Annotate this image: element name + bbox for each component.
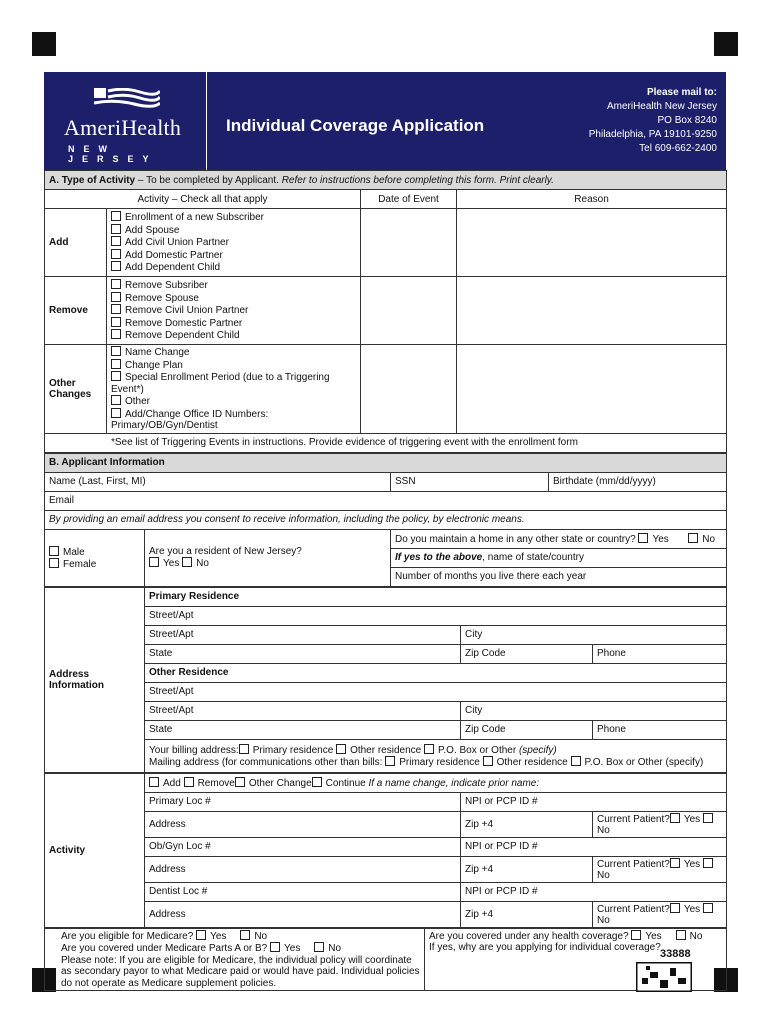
- checkbox[interactable]: [111, 211, 121, 221]
- mail-line: PO Box 8240: [657, 115, 717, 126]
- birthdate-field[interactable]: Birthdate (mm/dd/yyyy): [549, 472, 727, 491]
- checkbox[interactable]: [240, 930, 250, 940]
- name-field[interactable]: Name (Last, First, MI): [45, 472, 391, 491]
- zip4-field[interactable]: Zip +4: [461, 901, 593, 927]
- mail-line: Tel 609-662-2400: [639, 143, 717, 154]
- zip4-field[interactable]: Zip +4: [461, 811, 593, 837]
- address-table: [44, 587, 727, 773]
- checkbox[interactable]: [314, 942, 324, 952]
- add-options: Enrollment of a new Subscriber Add Spouse Add Civil Union Partner Add Domestic Partner Add Dependent Child: [107, 209, 361, 277]
- other-changes-options: Name Change Change Plan Special Enrollment Period (due to a Triggering Event*) Other Add/Change Office ID Numbers: Primary/OB/Gyn/Dentist: [107, 345, 361, 434]
- billing-mailing-options: Your billing address: Primary residence Other residence P.O. Box or Other (specify) Mailing address (for communications other than bills: Primary residence Other residence P.O. Box or Other (specify): [145, 739, 727, 772]
- medicare-note: Please note: If you are eligible for Medicare, the individual policy will coordinate as secondary payor to what Medicare paid or would have paid. Individual policies do not operate as Medicare supplement policies.: [61, 954, 420, 989]
- checkbox[interactable]: [111, 224, 121, 234]
- state-field[interactable]: State: [145, 720, 461, 739]
- remove-label: Remove: [45, 277, 107, 345]
- add-reason-field[interactable]: [457, 209, 727, 277]
- checkbox[interactable]: [111, 236, 121, 246]
- checkbox[interactable]: [149, 557, 159, 567]
- checkbox[interactable]: [483, 756, 493, 766]
- address-field[interactable]: Address: [145, 856, 461, 882]
- npi-field[interactable]: NPI or PCP ID #: [461, 837, 727, 856]
- mailing-info: [589, 86, 717, 156]
- medicare-table: [44, 928, 727, 992]
- other-coverage-questions: Are you covered under any health coverage? Yes No If yes, why are you applying for individual coverage?: [425, 928, 727, 991]
- state-field[interactable]: State: [145, 644, 461, 663]
- brand-name: AmeriHealth: [64, 115, 182, 140]
- add-label: Add: [45, 209, 107, 277]
- triggering-events-note: *See list of Triggering Events in instructions. Provide evidence of triggering event with the enrollment form: [45, 433, 727, 452]
- phone-field[interactable]: Phone: [593, 644, 727, 663]
- checkbox[interactable]: [111, 249, 121, 259]
- months-field[interactable]: Number of months you live there each year: [391, 567, 727, 586]
- activity-table: [44, 773, 727, 928]
- checkbox[interactable]: [111, 317, 121, 327]
- checkbox[interactable]: [424, 744, 434, 754]
- mail-line: Philadelphia, PA 19101-9250: [588, 129, 717, 140]
- other-home-question: Do you maintain a home in any other state or country? Yes No: [391, 529, 727, 548]
- checkbox[interactable]: [111, 408, 121, 418]
- primary-residence-heading: Primary Residence: [145, 587, 727, 606]
- gender-options: Male Female: [45, 529, 145, 586]
- city-field[interactable]: City: [461, 701, 727, 720]
- checkbox[interactable]: [385, 756, 395, 766]
- brand-subtitle: NEW JERSEY: [68, 144, 158, 164]
- current-patient-field: Current Patient? Yes No: [593, 901, 727, 927]
- ssn-field[interactable]: SSN: [391, 472, 549, 491]
- section-a-heading: A. Type of Activity – To be completed by Applicant. Refer to instructions before completing this form. Print clearly.: [45, 171, 727, 190]
- barcode-icon: [636, 962, 692, 992]
- city-field[interactable]: City: [461, 625, 727, 644]
- checkbox[interactable]: [111, 292, 121, 302]
- checkbox[interactable]: [270, 942, 280, 952]
- address-field[interactable]: Address: [145, 901, 461, 927]
- flag-icon: [94, 88, 160, 110]
- other-changes-label: Other Changes: [45, 345, 107, 434]
- checkbox[interactable]: [111, 359, 121, 369]
- logo: [44, 72, 207, 170]
- checkbox[interactable]: [111, 261, 121, 271]
- phone-field[interactable]: Phone: [593, 720, 727, 739]
- primary-loc-field[interactable]: Primary Loc #: [145, 792, 461, 811]
- checkbox[interactable]: [571, 756, 581, 766]
- address-info-label: Address Information: [45, 587, 145, 772]
- zip-field[interactable]: Zip Code: [461, 644, 593, 663]
- checkbox[interactable]: [49, 558, 59, 568]
- checkbox[interactable]: [239, 744, 249, 754]
- checkbox[interactable]: [49, 546, 59, 556]
- nj-resident-question: Are you a resident of New Jersey? Yes No: [145, 529, 391, 586]
- form-page: [44, 72, 726, 991]
- checkbox[interactable]: [703, 813, 713, 823]
- activity-options: Add Remove Other Change Continue If a name change, indicate prior name:: [145, 773, 727, 792]
- checkbox[interactable]: [196, 930, 206, 940]
- checkbox[interactable]: [184, 777, 194, 787]
- checkbox[interactable]: [703, 858, 713, 868]
- page-title: Individual Coverage Application: [226, 116, 485, 135]
- street-field[interactable]: Street/Apt: [145, 606, 727, 625]
- checkbox[interactable]: [149, 777, 159, 787]
- activity-label: Activity: [45, 773, 145, 927]
- checkbox[interactable]: [312, 777, 322, 787]
- checkbox[interactable]: [676, 930, 686, 940]
- checkbox[interactable]: [638, 533, 648, 543]
- section-b-heading: B. Applicant Information: [45, 453, 727, 472]
- section-a-table: [44, 170, 727, 453]
- obgyn-loc-field[interactable]: Ob/Gyn Loc #: [145, 837, 461, 856]
- other-date-field[interactable]: [361, 345, 457, 434]
- other-state-field[interactable]: If yes to the above, name of state/country: [391, 548, 727, 567]
- col-reason: Reason: [457, 190, 727, 209]
- remove-date-field[interactable]: [361, 277, 457, 345]
- dentist-loc-field[interactable]: Dentist Loc #: [145, 882, 461, 901]
- street-field[interactable]: Street/Apt: [145, 701, 461, 720]
- mail-line: AmeriHealth New Jersey: [606, 101, 717, 112]
- checkbox[interactable]: [703, 903, 713, 913]
- email-field[interactable]: Email: [45, 491, 727, 510]
- mail-heading: Please mail to:: [646, 87, 717, 98]
- checkbox[interactable]: [670, 813, 680, 823]
- checkbox[interactable]: [182, 557, 192, 567]
- checkbox[interactable]: [336, 744, 346, 754]
- registration-mark-top-left: [32, 32, 56, 56]
- street-field[interactable]: Street/Apt: [145, 682, 727, 701]
- remove-reason-field[interactable]: [457, 277, 727, 345]
- checkbox[interactable]: [631, 930, 641, 940]
- checkbox[interactable]: [111, 329, 121, 339]
- checkbox[interactable]: [111, 279, 121, 289]
- add-date-field[interactable]: [361, 209, 457, 277]
- form-number: 33888: [660, 948, 691, 960]
- other-reason-field[interactable]: [457, 345, 727, 434]
- email-consent: By providing an email address you consent to receive information, including the policy, by electronic means.: [45, 510, 727, 529]
- zip-field[interactable]: Zip Code: [461, 720, 593, 739]
- form-header: [44, 72, 726, 170]
- zip4-field[interactable]: Zip +4: [461, 856, 593, 882]
- col-date-of-event: Date of Event: [361, 190, 457, 209]
- checkbox[interactable]: [670, 903, 680, 913]
- checkbox[interactable]: [111, 371, 121, 381]
- registration-mark-top-right: [714, 32, 738, 56]
- checkbox[interactable]: [111, 346, 121, 356]
- checkbox[interactable]: [235, 777, 245, 787]
- other-residence-heading: Other Residence: [145, 663, 727, 682]
- address-field[interactable]: Address: [145, 811, 461, 837]
- checkbox[interactable]: [111, 395, 121, 405]
- street-field[interactable]: Street/Apt: [145, 625, 461, 644]
- col-activity: Activity – Check all that apply: [45, 190, 361, 209]
- remove-options: Remove Subsriber Remove Spouse Remove Civil Union Partner Remove Domestic Partner Remove Dependent Child: [107, 277, 361, 345]
- checkbox[interactable]: [111, 304, 121, 314]
- npi-field[interactable]: NPI or PCP ID #: [461, 792, 727, 811]
- medicare-questions: Are you eligible for Medicare? Yes No Are you covered under Medicare Parts A or B? Yes No Please note: If you are eligible for Medicare, the individual policy will coordinate as secondary payor to what Medicare paid or would have paid. Individual policies do not operate as Medicare supplement policies.: [45, 928, 425, 991]
- current-patient-field: Current Patient? Yes No: [593, 856, 727, 882]
- current-patient-field: Current Patient? Yes No: [593, 811, 727, 837]
- checkbox[interactable]: [670, 858, 680, 868]
- checkbox[interactable]: [688, 533, 698, 543]
- npi-field[interactable]: NPI or PCP ID #: [461, 882, 727, 901]
- section-b-table: [44, 453, 727, 587]
